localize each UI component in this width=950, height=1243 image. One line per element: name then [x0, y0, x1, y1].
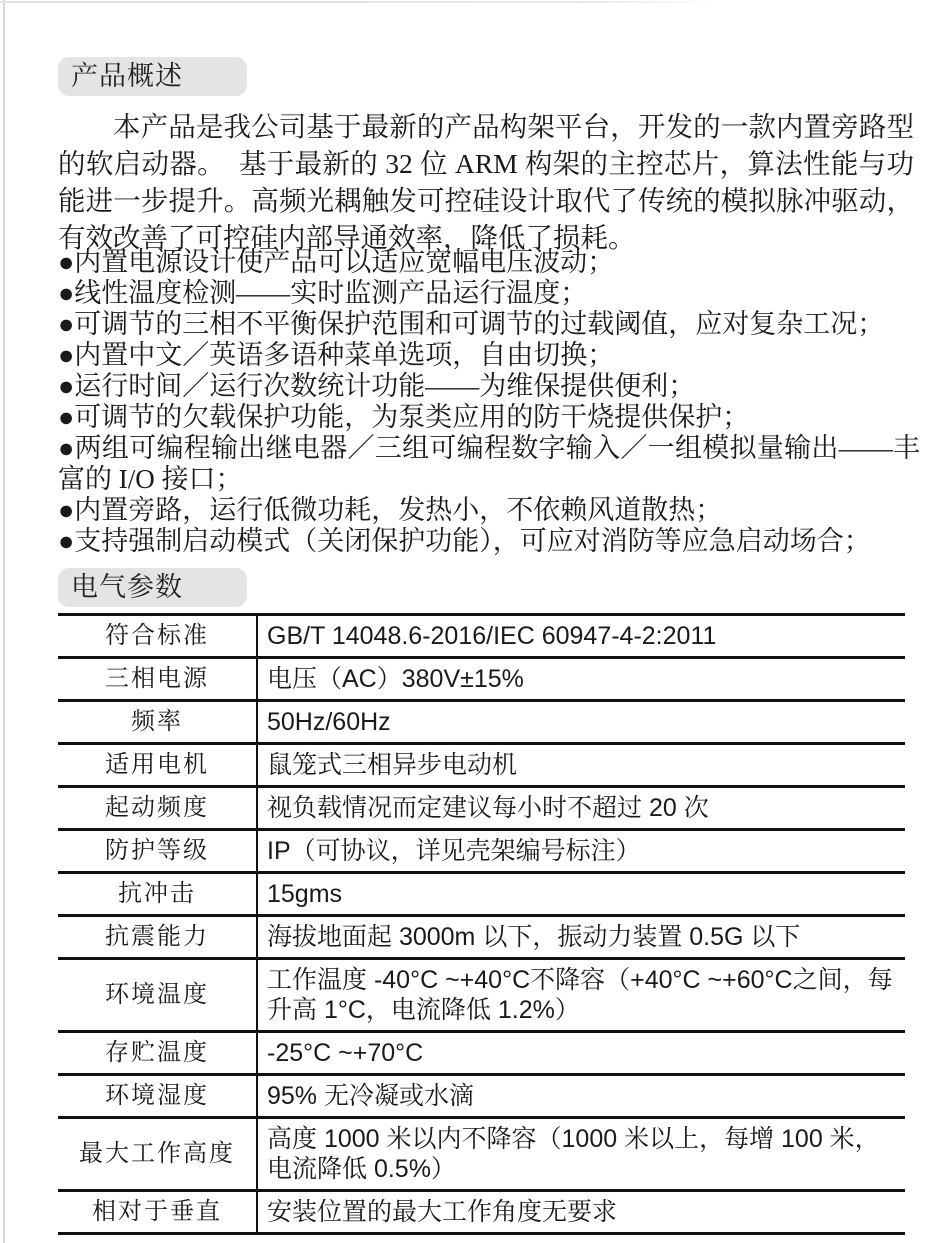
param-name-cell: 抗震能力 — [58, 916, 257, 959]
param-value-cell: 鼠笼式三相异步电动机 — [267, 751, 518, 779]
table-row — [58, 873, 905, 916]
param-value-cell: -25°C ~+70°C — [267, 1039, 424, 1067]
param-value-cell: 15gms — [267, 880, 343, 908]
param-value-cell: 安装位置的最大工作角度无要求 — [267, 1198, 618, 1226]
param-value-cell: GB/T 14048.6-2016/IEC 60947-4-2:2011 — [267, 622, 717, 650]
param-name-cell: 符合标准 — [58, 615, 257, 658]
table-row — [58, 1118, 905, 1191]
table-row — [58, 830, 905, 873]
param-name-cell: 最大工作高度 — [58, 1118, 257, 1191]
param-name-cell: 三相电源 — [58, 658, 257, 701]
param-name-cell: 存贮温度 — [58, 1032, 257, 1075]
table-row — [58, 959, 905, 1032]
section-heading-text: 产品概述 — [71, 61, 183, 91]
param-name-cell: 相对于垂直 — [58, 1191, 257, 1234]
feature-bullet-list — [58, 247, 920, 557]
param-name-cell: 环境湿度 — [58, 1075, 257, 1118]
param-value-cell: 海拔地面起 3000m 以下，振动力装置 0.5G 以下 — [267, 923, 801, 951]
table-row — [58, 615, 905, 658]
table-row — [58, 744, 905, 787]
feature-bullet-item: ●两组可编程输出继电器／三组可编程数字输入／一组模拟量输出——丰富的 I/O 接口； — [58, 433, 920, 494]
table-row — [58, 701, 905, 744]
feature-bullet-item: ●线性温度检测——实时监测产品运行温度； — [58, 278, 588, 308]
table-row — [58, 1032, 905, 1075]
section-heading-product-overview — [58, 57, 247, 96]
feature-bullet-item: ●内置旁路，运行低微功耗，发热小，不依赖风道散热； — [58, 495, 723, 525]
param-name-cell: 环境温度 — [58, 959, 257, 1032]
table-row — [58, 1075, 905, 1118]
page-left-edge-line — [3, 0, 5, 1243]
feature-bullet-item: ●支持强制启动模式（关闭保护功能），可应对消防等应急启动场合； — [58, 526, 871, 556]
param-value-cell: 电压（AC）380V±15% — [267, 665, 524, 693]
table-row — [58, 1191, 905, 1234]
param-value-cell: 工作温度 -40°C ~+40°C不降容（+40°C ~+60°C之间，每升高 1°C，电流降低 1.2%） — [267, 966, 893, 1024]
table-row — [58, 916, 905, 959]
table-row — [58, 787, 905, 830]
section-heading-electrical-params — [58, 568, 247, 607]
param-name-cell: 抗冲击 — [58, 873, 257, 916]
electrical-params-table — [58, 613, 905, 1235]
section-heading-text: 电气参数 — [71, 572, 183, 602]
overview-paragraph: 本产品是我公司基于最新的产品构架平台，开发的一款内置旁路型的软启动器。 基于最新的 32 位 ARM 构架的主控芯片，算法性能与功能进一步提升。高频光耦触发可控硅设计取代了传统的模拟脉冲驱动，有效改善了可控硅内部导通效率，降低了损耗。 — [58, 111, 914, 253]
feature-bullet-item: ●内置中文／英语多语种菜单选项，自由切换； — [58, 340, 615, 370]
param-value-cell: 50Hz/60Hz — [267, 708, 391, 736]
page-top-edge-line — [0, 1, 720, 3]
feature-bullet-item: ●可调节的三相不平衡保护范围和可调节的过载阈值，应对复杂工况； — [58, 309, 885, 339]
param-name-cell: 防护等级 — [58, 830, 257, 873]
feature-bullet-item: ●可调节的欠载保护功能，为泵类应用的防干烧提供保护； — [58, 402, 750, 432]
param-value-cell: 视负载情况而定建议每小时不超过 20 次 — [267, 794, 709, 822]
param-value-cell: 95% 无冷凝或水滴 — [267, 1082, 474, 1110]
param-name-cell: 频率 — [58, 701, 257, 744]
param-name-cell: 起动频度 — [58, 787, 257, 830]
param-name-cell: 适用电机 — [58, 744, 257, 787]
param-value-cell: 高度 1000 米以内不降容（1000 米以上，每增 100 米，电流降低 0.5%） — [267, 1125, 880, 1183]
electrical-params-table-body — [58, 615, 905, 1234]
param-value-cell: IP（可协议，详见壳架编号标注） — [267, 837, 641, 865]
feature-bullet-item: ●内置电源设计使产品可以适应宽幅电压波动； — [58, 247, 615, 277]
feature-bullet-item: ●运行时间／运行次数统计功能——为维保提供便利； — [58, 371, 696, 401]
table-row — [58, 658, 905, 701]
